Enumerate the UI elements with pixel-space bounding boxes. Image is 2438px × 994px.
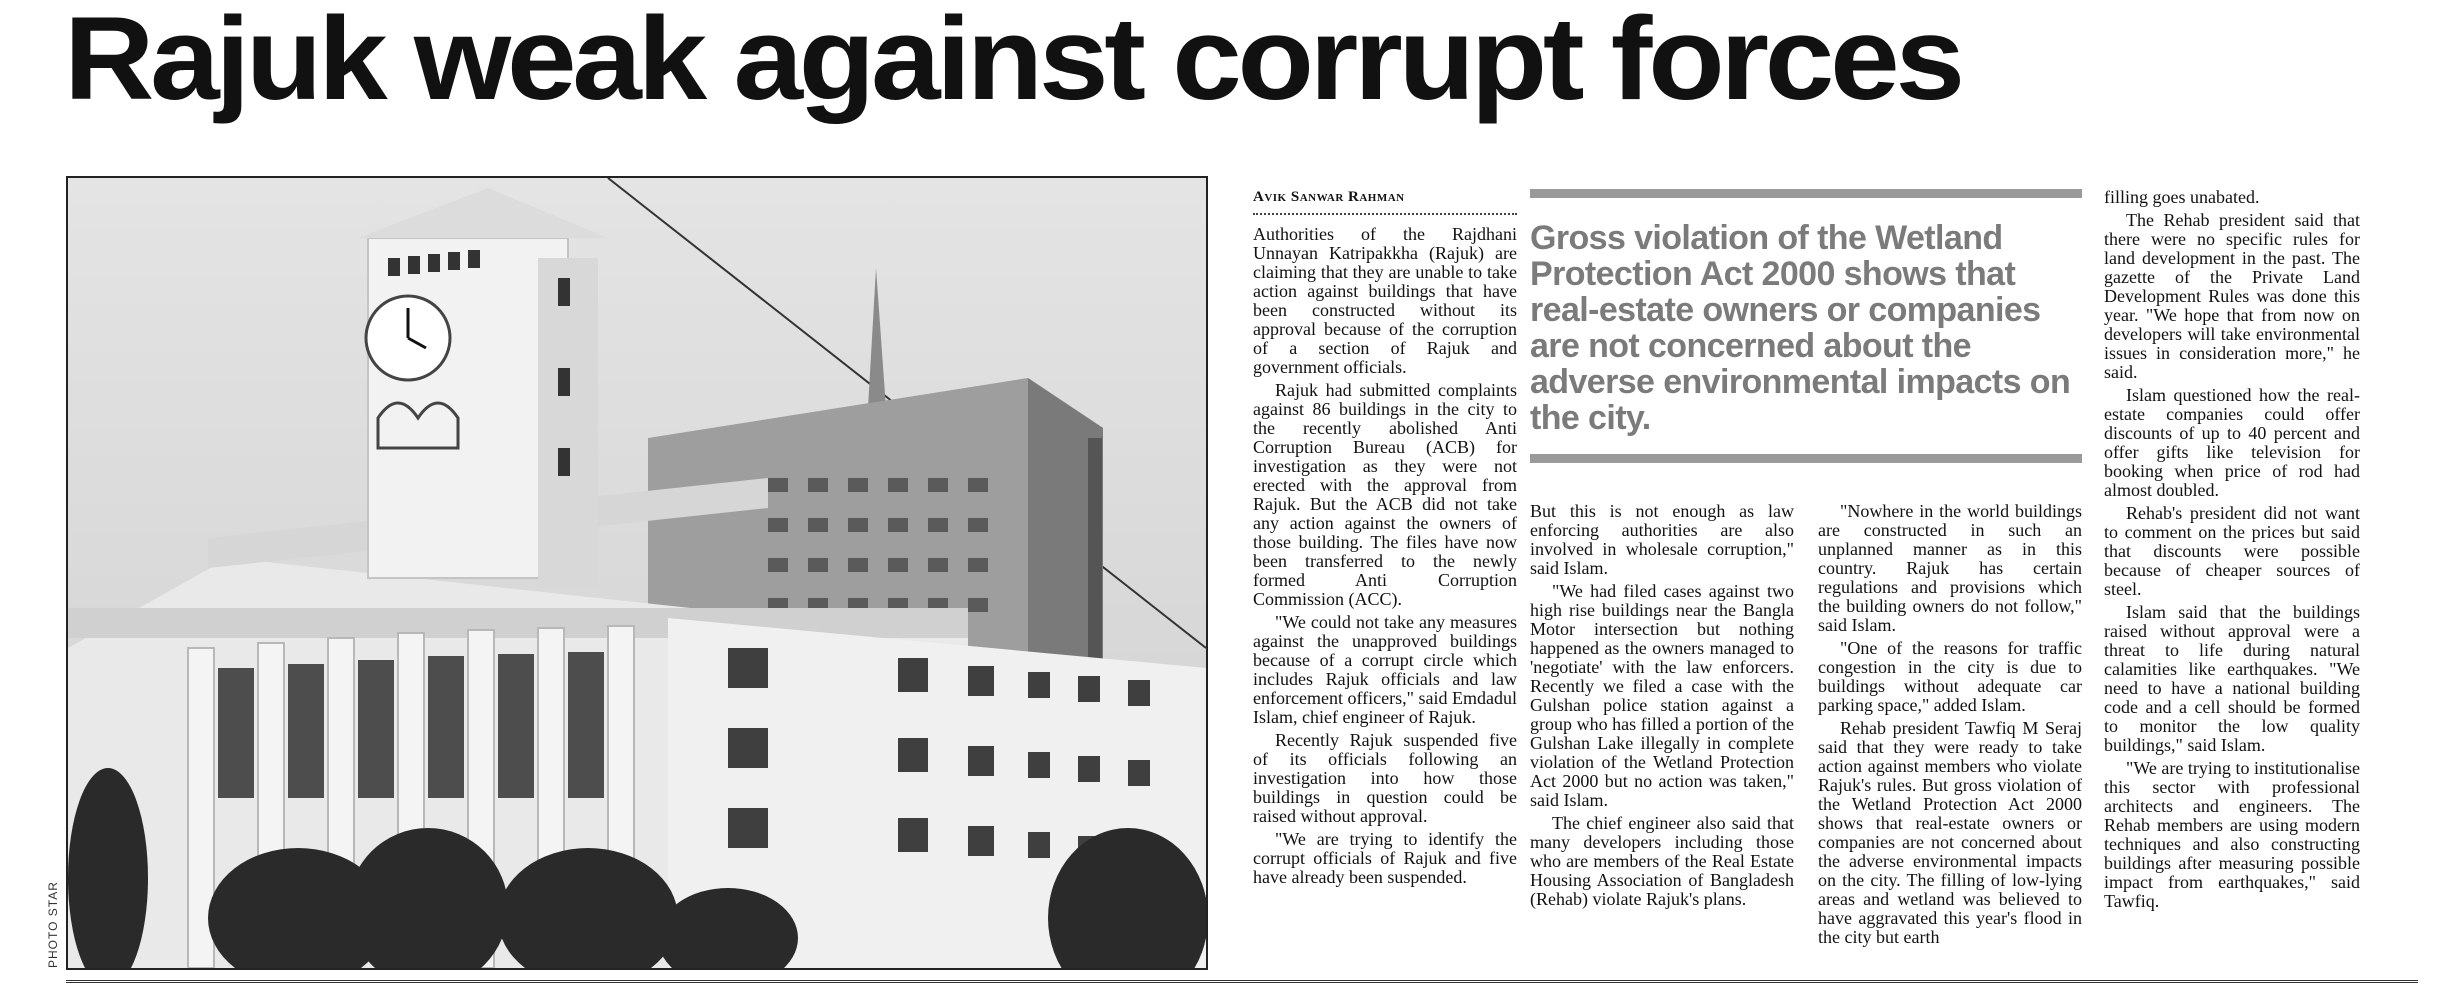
- paragraph: Islam questioned how the real-estate companies could offer discounts of up to 40 percent and offer gifts like television for booking when price of rod had almost doubled.: [2104, 385, 2360, 500]
- paragraph: Authorities of the Rajdhani Unnayan Katripakkha (Rajuk) are claiming that they are unable to take action against buildings that have been constructed without its approval because of the corruption of a section of Rajuk and government officials.: [1253, 224, 1517, 377]
- pull-quote-text: Gross violation of the Wetland Protection Act 2000 shows that real-estate owners or companies are not concerned about the adverse environmental impacts on the city.: [1530, 219, 2071, 437]
- building-illustration: [68, 178, 1206, 968]
- paragraph: "One of the reasons for traffic congestion in the city is due to buildings without adequate car parking space," added Islam.: [1818, 638, 2082, 715]
- headline: Rajuk weak against corrupt forces: [64, 0, 1961, 125]
- article-column-4: [2104, 188, 2360, 915]
- paragraph: "We could not take any measures against the unapproved buildings because of a corrupt circle which includes Rajuk officials and law enforcement officers," said Emdadul Islam, chief engineer of Rajuk.: [1253, 612, 1517, 727]
- paragraph: The Rehab president said that there were no specific rules for land development in the past. The gazette of the Private Land Development Rules was done this year. "We hope that from now on developers will take environmental issues in consideration more," he said.: [2104, 210, 2360, 382]
- pull-quote: [1530, 189, 2082, 463]
- paragraph: "We had filed cases against two high rise buildings near the Bangla Motor intersection but nothing happened as the owners managed to 'negotiate' with the law enforcers. Recently we filed a case with the Gulshan police station against a group who has filled a portion of the Gulshan Lake illegally in complete violation of the Wetland Protection Act 2000 but no action was taken," said Islam.: [1530, 581, 1794, 810]
- article-column-3: [1818, 502, 2082, 951]
- paragraph: "We are trying to identify the corrupt officials of Rajuk and five have already been suspended.: [1253, 829, 1517, 887]
- paragraph: But this is not enough as law enforcing authorities are also involved in wholesale corruption," said Islam.: [1530, 501, 1794, 578]
- pull-quote-bottom-bar: [1530, 454, 2082, 463]
- paragraph: Rehab president Tawfiq M Seraj said that they were ready to take action against members who violate Rajuk's rules. But gross violation of the Wetland Protection Act 2000 shows that real-estate owners or companies are not concerned about the adverse environmental impacts on the city. The filling of low-lying areas and wetland was believed to have aggravated this year's flood in the city but earth: [1818, 718, 2082, 947]
- paragraph: "We are trying to institutionalise this sector with professional architects and engineers. The Rehab members are using modern techniques and also constructing buildings after measuring possible impact from earthquakes," said Tawfiq.: [2104, 758, 2360, 911]
- paragraph: Rehab's president did not want to comment on the prices but said that discounts were possible because of cheaper sources of steel.: [2104, 503, 2360, 599]
- article-column-2: [1530, 502, 1794, 913]
- paragraph: Islam said that the buildings raised without approval were a threat to life during natural calamities like earthquakes. "We need to have a national building code and a cell should be formed to monitor the low quality buildings," said Islam.: [2104, 602, 2360, 755]
- footer-rule: [66, 980, 2418, 983]
- paragraph: Recently Rajuk suspended five of its officials following an investigation into how those buildings in question could be raised without approval.: [1253, 730, 1517, 826]
- byline: Avik Sanwar Rahman: [1253, 189, 1405, 205]
- paragraph: The chief engineer also said that many developers including those who are members of the Real Estate Housing Association of Bangladesh (Rehab) violate Rajuk's plans.: [1530, 813, 1794, 909]
- pull-quote-top-bar: [1530, 189, 2082, 198]
- photo-credit: PHOTO STAR: [46, 881, 60, 968]
- byline-divider: [1253, 213, 1517, 215]
- paragraph: Rajuk had submitted complaints against 86 buildings in the city to the recently abolished Anti Corruption Bureau (ACB) for investigation as they were not erected with the approval from Rajuk. But the ACB did not take any action against the owners of those building. The files have now been transferred to the newly formed Anti Corruption Commission (ACC).: [1253, 380, 1517, 609]
- paragraph: filling goes unabated.: [2104, 187, 2260, 207]
- paragraph: "Nowhere in the world buildings are constructed in such an unplanned manner as in this country. Rajuk has certain regulations and provisions which the building owners do not follow," said Islam.: [1818, 501, 2082, 635]
- rajuk-building-photo: [66, 176, 1208, 970]
- article-column-1: [1253, 188, 1517, 891]
